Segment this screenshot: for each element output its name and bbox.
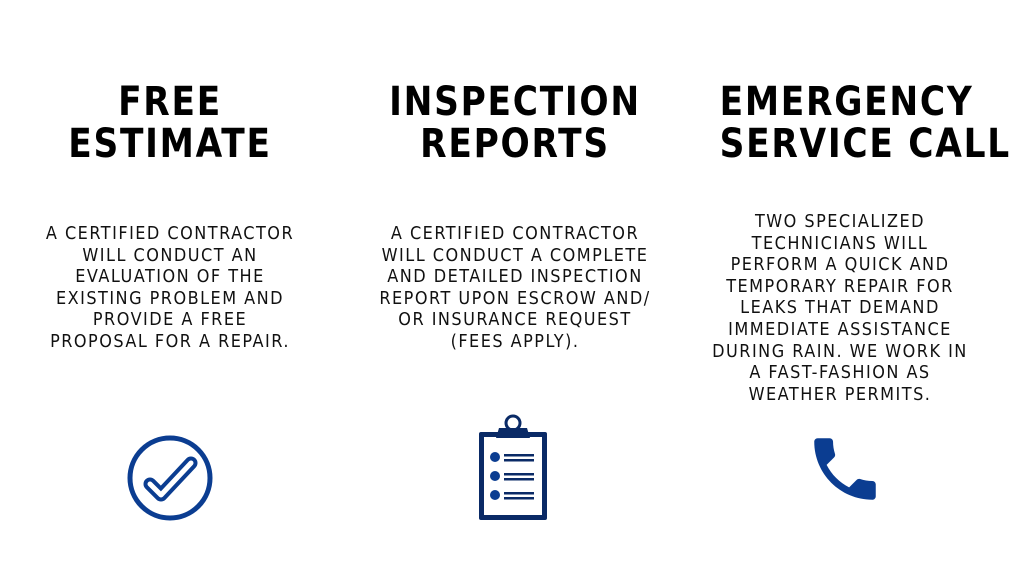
description-line: PERFORM A QUICK AND: [730, 255, 950, 276]
description-line: OR INSURANCE REQUEST: [398, 310, 632, 331]
service-description: [368, 224, 662, 354]
title-line: ESTIMATE: [68, 121, 272, 167]
description-line: WILL CONDUCT AN: [82, 245, 258, 266]
clipboard-checklist-icon: [475, 414, 551, 524]
description-line: TEMPORARY REPAIR FOR: [726, 276, 954, 297]
title-line: SERVICE CALL: [719, 121, 1011, 167]
service-title: [41, 81, 299, 165]
title-line: EMERGENCY: [719, 79, 974, 125]
phone-icon: [804, 428, 886, 510]
description-line: LEAKS THAT DEMAND: [740, 298, 940, 319]
description-line: WILL CONDUCT A COMPLETE: [381, 245, 649, 266]
description-line: REPORT UPON ESCROW AND/: [379, 288, 651, 309]
description-line: A CERTIFIED CONTRACTOR: [45, 224, 295, 244]
service-column-free-estimate: [20, 0, 320, 576]
description-line: (FEES APPLY).: [450, 331, 580, 352]
title-line: FREE: [118, 79, 222, 125]
description-line: TECHNICIANS WILL: [751, 233, 929, 254]
description-line: PROPOSAL FOR A REPAIR.: [50, 331, 290, 352]
description-line: IMMEDIATE ASSISTANCE: [728, 319, 952, 340]
description-line: TWO SPECIALIZED: [754, 212, 926, 232]
description-line: EXISTING PROBLEM AND: [55, 288, 285, 309]
title-line: REPORTS: [420, 121, 610, 167]
description-line: WEATHER PERMITS.: [748, 384, 932, 405]
service-title: [719, 79, 1011, 167]
service-description: [711, 212, 969, 406]
service-description: [32, 224, 308, 354]
service-title: [377, 81, 652, 165]
checkmark-circle-icon: [125, 433, 215, 523]
description-line: PROVIDE A FREE: [92, 310, 248, 331]
title-line: INSPECTION: [389, 79, 641, 125]
service-column-emergency-service-call: [700, 0, 1011, 576]
service-column-inspection-reports: [355, 0, 675, 576]
description-line: DURING RAIN. WE WORK IN: [712, 341, 968, 362]
description-line: EVALUATION OF THE: [75, 267, 265, 288]
description-line: AND DETAILED INSPECTION: [387, 267, 643, 288]
description-line: A FAST-FASHION AS: [749, 363, 931, 384]
description-line: A CERTIFIED CONTRACTOR: [390, 224, 640, 244]
